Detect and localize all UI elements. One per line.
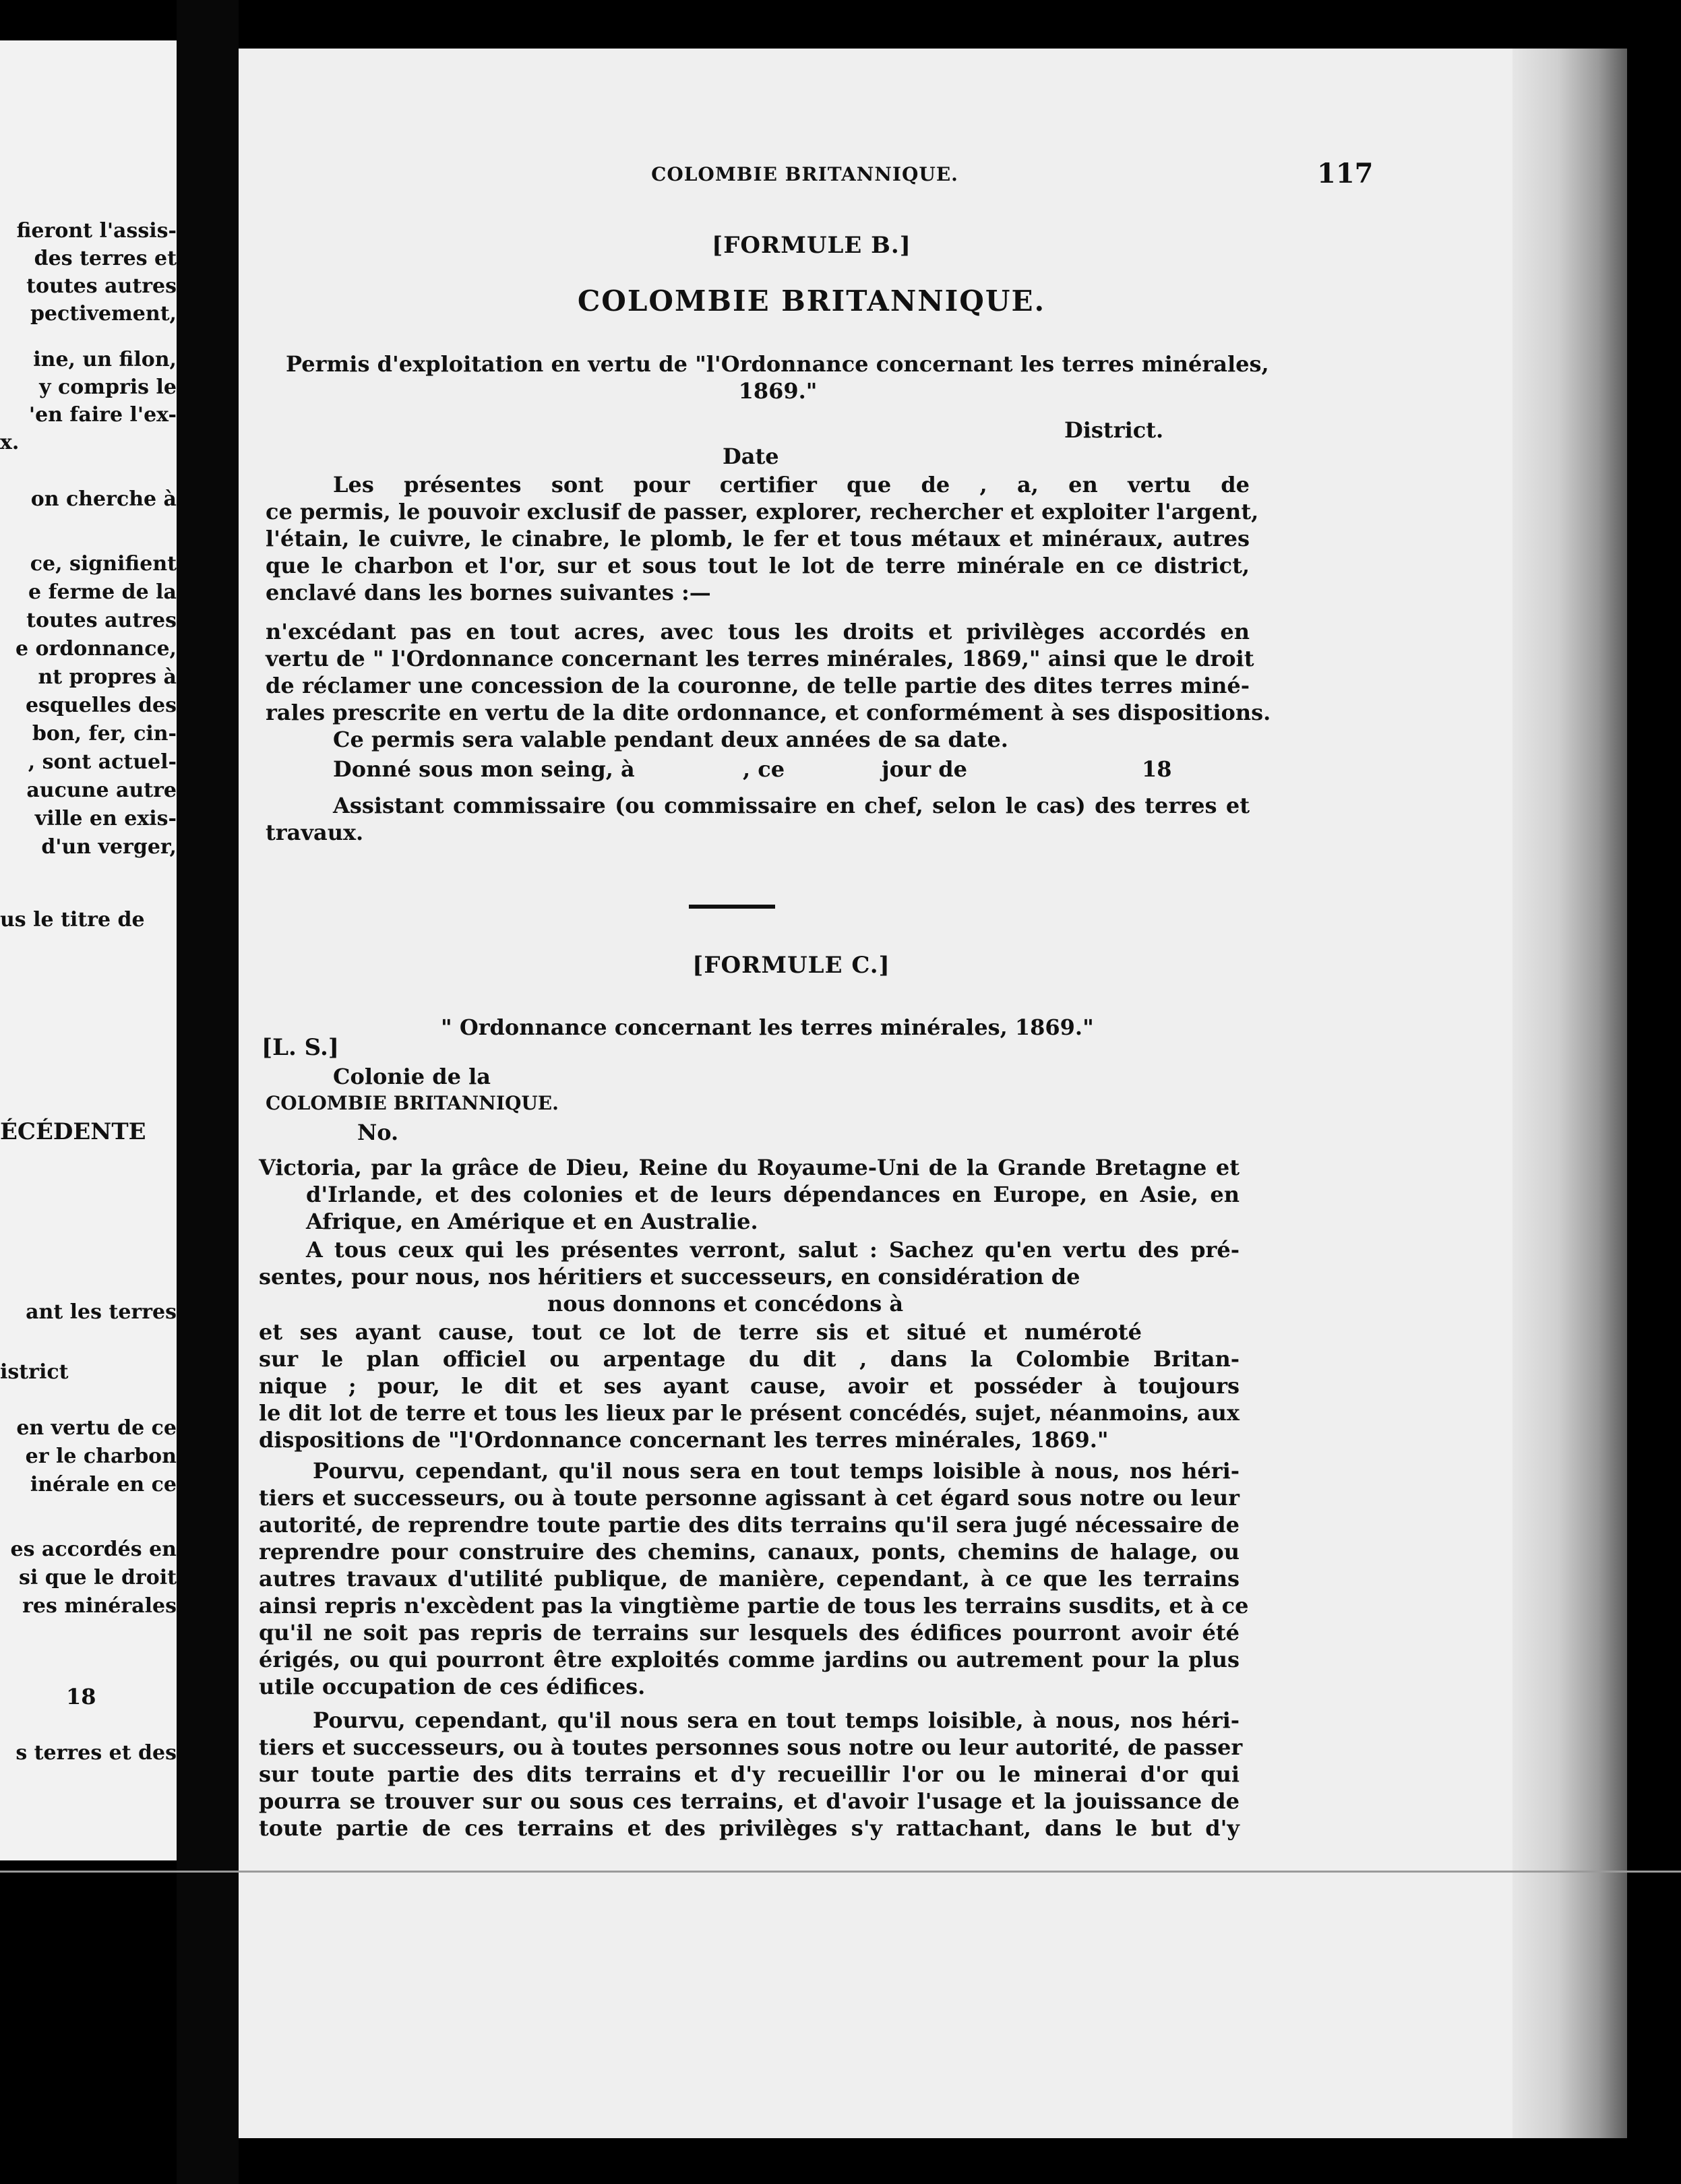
- text-line: Assistant commissaire (ou commissaire en chef, selon le cas) des terres et: [333, 793, 1250, 818]
- left-line: e ferme de la: [28, 580, 177, 604]
- text-line: le dit lot de terre et tous les lieux par le présent concédés, sujet, néanmoins, aux: [259, 1400, 1240, 1426]
- left-line: pectivement,: [30, 302, 177, 326]
- ordonnance-title: " Ordonnance concernant les terres minérales, 1869.": [441, 1014, 1094, 1040]
- text-line: Pourvu, cependant, qu'il nous sera en tout temps loisible, à nous, nos héri-: [313, 1707, 1240, 1733]
- text-line: érigés, ou qui pourront être exploités comme jardins ou autrement pour la plus: [259, 1647, 1240, 1672]
- left-line: toutes autres: [26, 609, 177, 632]
- text-line: vertu de " l'Ordonnance concernant les terres minérales, 1869," ainsi que le droit: [266, 646, 1254, 671]
- text-line: de réclamer une concession de la couronne, de telle partie des dites terres miné-: [266, 673, 1250, 698]
- left-line: e ordonnance,: [15, 637, 177, 661]
- section-divider: [689, 905, 775, 909]
- text-line: que le charbon et l'or, sur et sous tout le lot de terre minérale en ce district,: [266, 553, 1250, 578]
- left-line: s terres et des: [16, 1741, 177, 1765]
- text-line: nique ; pour, le dit et ses ayant cause, avoir et posséder à toujours: [259, 1373, 1240, 1399]
- left-line: res minérales: [22, 1594, 177, 1618]
- left-line: er le charbon: [25, 1445, 177, 1468]
- formule-b-intro: Permis d'exploitation en vertu de "l'Ordonnance concernant les terres minérales,: [286, 351, 1269, 377]
- district-label: District.: [1064, 417, 1164, 443]
- text-line: rales prescrite en vertu de la dite ordonnance, et conformément à ses dispositions.: [266, 700, 1271, 725]
- formule-b-heading: [FORMULE B.]: [712, 232, 911, 259]
- left-line: ant les terres: [26, 1300, 177, 1324]
- text-line: nous donnons et concédons à: [547, 1291, 904, 1316]
- text-line: dispositions de "l'Ordonnance concernant les terres minérales, 1869.": [259, 1427, 1109, 1453]
- text-line: jour de: [882, 756, 967, 782]
- text-line: autres travaux d'utilité publique, de manière, cependant, à ce que les terrains: [259, 1566, 1240, 1591]
- text-line: Donné sous mon seing, à: [333, 756, 635, 782]
- text-line: Les présentes sont pour certifier que de , a, en vertu de: [333, 472, 1250, 497]
- binding-gutter: [177, 0, 239, 2184]
- left-line: 'en faire l'ex-: [28, 403, 177, 427]
- text-line: l'étain, le cuivre, le cinabre, le plomb, le fer et tous métaux et minéraux, autres: [266, 526, 1250, 551]
- left-page-fragment: [0, 40, 177, 1860]
- text-line: utile occupation de ces édifices.: [259, 1674, 646, 1699]
- left-line: d'un verger,: [41, 835, 177, 859]
- text-line: qu'il ne soit pas repris de terrains sur lesquels des édifices pourront avoir été: [259, 1620, 1240, 1645]
- formule-b-intro-year: 1869.": [738, 378, 818, 404]
- left-line: ville en exis-: [34, 807, 177, 830]
- text-line: reprendre pour construire des chemins, canaux, ponts, chemins de halage, ou: [259, 1539, 1240, 1565]
- text-line: sur le plan officiel ou arpentage du dit , dans la Colombie Britan-: [259, 1346, 1240, 1372]
- text-line: tiers et successeurs, ou à toutes personnes sous notre ou leur autorité, de passer: [259, 1734, 1243, 1760]
- text-line: 18: [1142, 756, 1172, 782]
- text-line: et ses ayant cause, tout ce lot de terre sis et situé et numéroté: [259, 1319, 1142, 1345]
- text-line: sur toute partie des dits terrains et d'y recueillir l'or ou le minerai d'or qui: [259, 1761, 1240, 1787]
- text-line: sentes, pour nous, nos héritiers et successeurs, en considération de: [259, 1264, 1080, 1290]
- formule-c-heading: [FORMULE C.]: [692, 952, 890, 979]
- colonie-line: Colonie de la: [333, 1064, 491, 1089]
- number-label: No.: [357, 1120, 399, 1145]
- left-line: istrict: [0, 1360, 69, 1384]
- text-line: A tous ceux qui les présentes verront, salut : Sachez qu'en vertu des pré-: [306, 1237, 1240, 1263]
- left-line: inérale en ce: [30, 1473, 177, 1496]
- text-line: Afrique, en Amérique et en Australie.: [306, 1209, 758, 1234]
- left-line: nt propres à: [38, 665, 177, 689]
- left-line: on cherche à: [30, 487, 177, 511]
- formule-b-title: COLOMBIE BRITANNIQUE.: [577, 284, 1046, 317]
- left-line: es accordés en: [10, 1538, 177, 1561]
- text-line: pourra se trouver sur ou sous ces terrains, et d'avoir l'usage et la jouissance de: [259, 1788, 1240, 1814]
- left-line: , sont actuel-: [28, 750, 177, 774]
- left-line: y compris le: [39, 375, 177, 399]
- left-line: ine, un filon,: [33, 348, 177, 371]
- scan-rule-line: [0, 1871, 1681, 1873]
- left-line: x.: [0, 431, 20, 454]
- page-number: 117: [1317, 158, 1374, 189]
- left-line: esquelles des: [25, 694, 177, 717]
- text-line: ce permis, le pouvoir exclusif de passer, explorer, rechercher et exploiter l'argent,: [266, 499, 1259, 524]
- text-line: travaux.: [266, 820, 364, 845]
- seal-mark: [L. S.]: [262, 1034, 339, 1061]
- left-line: 18: [66, 1684, 96, 1709]
- left-line: us le titre de: [0, 908, 145, 932]
- date-label: Date: [723, 444, 779, 469]
- text-line: tiers et successeurs, ou à toute personne agissant à cet égard sous notre ou leur: [259, 1485, 1240, 1511]
- text-line: toute partie de ces terrains et des privilèges s'y rattachant, dans le but d'y: [259, 1815, 1240, 1841]
- text-line: Pourvu, cependant, qu'il nous sera en tout temps loisible à nous, nos héri-: [313, 1458, 1240, 1484]
- left-line: des terres et: [34, 247, 177, 270]
- left-line: en vertu de ce: [16, 1416, 177, 1440]
- text-line: Ce permis sera valable pendant deux années de sa date.: [333, 727, 1008, 752]
- text-line: ainsi repris n'excèdent pas la vingtième partie de tous les terrains susdits, et à ce: [259, 1593, 1249, 1618]
- page-edge-shadow: [1512, 49, 1627, 2138]
- left-line: si que le droit: [18, 1566, 177, 1589]
- text-line: n'excédant pas en tout acres, avec tous les droits et privilèges accordés en: [266, 619, 1250, 644]
- right-page: [239, 49, 1627, 2138]
- running-header: COLOMBIE BRITANNIQUE.: [651, 163, 958, 185]
- left-line: ce, signifient: [30, 552, 177, 576]
- left-line-heading: ÉCÉDENTE: [0, 1118, 146, 1145]
- colonie-name: COLOMBIE BRITANNIQUE.: [266, 1092, 559, 1114]
- left-line: toutes autres: [26, 274, 177, 298]
- left-line: fieront l'assis-: [16, 219, 177, 243]
- text-line: , ce: [743, 756, 785, 782]
- left-line: aucune autre: [26, 779, 177, 802]
- text-line: enclavé dans les bornes suivantes :—: [266, 580, 711, 605]
- text-line: Victoria, par la grâce de Dieu, Reine du Royaume-Uni de la Grande Bretagne et: [259, 1155, 1240, 1180]
- left-line: bon, fer, cin-: [32, 722, 177, 746]
- text-line: d'Irlande, et des colonies et de leurs dépendances en Europe, en Asie, en: [306, 1182, 1240, 1207]
- text-line: autorité, de reprendre toute partie des dits terrains qu'il sera jugé nécessaire de: [259, 1512, 1240, 1538]
